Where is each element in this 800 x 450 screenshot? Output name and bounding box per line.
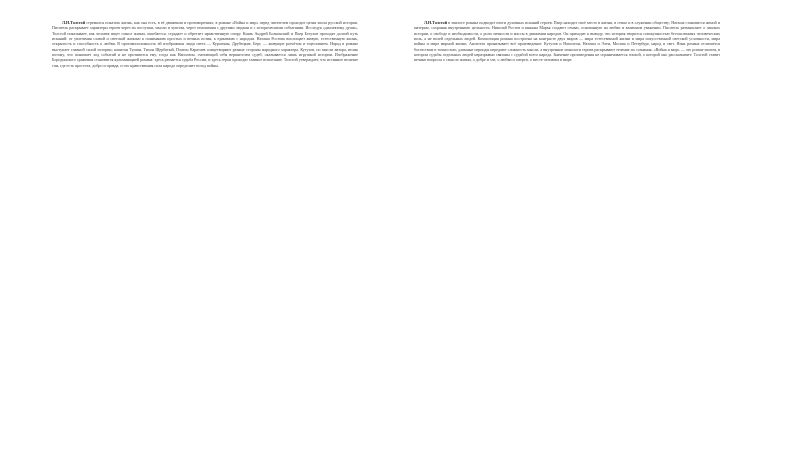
body-text-left: стремился показать жизнь, как она есть, в её движении и противоречиях; в романе «Война и мир» перед читателем проходит целая эпоха русской истории. Писатель раскрывает характеры героев через их поступки, мысли и чувства, через отношения с другими людьми и с историческими событиями. Исследуя «диалектику души», Толстой показывает, как человек ищет смысл жизни, ошибается, страдает и обретает нравственную опору. Князь Андрей Болконский и Пьер Безухов проходят долгий путь исканий: от увлечения славой и светской жизнью к пониманию простых и вечных истин, к единению с народом. Наташа Ростова воплощает живую, естественную жизнь, открытость и способность к любви. В противоположность ей изображены люди света — Курагины, Друбецкие, Берг, — живущие расчётом и тщеславием. Народ в романе выступает главной силой истории; капитан Тушин, Тихон Щербатый, Платон Каратаев олицетворяют разные стороны народного характера. Кутузов, по мысли автора, велик потому, что понимает ход событий и не противится ему, тогда как Наполеон, считающий себя вершителем судеб, оказывается лишь игрушкой истории. Изображение Бородинского сражения становится кульминацией романа: здесь решается судьба России, и здесь герои проходят главное испытание. Толстой утверждает, что истинное величие там, где есть простота, добро и правда, и что нравственная сила народа определяет исход войны. [52,20,358,68]
body-text-right: в эпилоге романа подводит итоги духовных исканий героев. Пьер находит своё место в жизни, в семье и в служении обществу; Наташа становится женой и матерью, сохраняя внутреннюю цельность; Николай Ростов и княжна Марья создают семью, основанную на любви и взаимном уважении. Писатель размышляет о законах истории, о свободе и необходимости, о роли личности и массы в движении народов. Он приходит к выводу, что история творится совокупностью бесчисленных человеческих воль, а не волей отдельных людей. Композиция романа построена на контрасте двух миров — мира естественной жизни и мира искусственной светской условности, мира войны и мира мирной жизни. Антитеза пронизывает всё произведение: Кутузов и Наполеон, Наташа и Элен, Москва и Петербург, народ и свет. Язык романа отличается богатством и точностью; длинные периоды передают сложность мысли, а внутренние монологи героев раскрывают течение их сознания. «Война и мир» — это роман-эпопея, в котором судьбы отдельных людей неразрывно связаны с судьбой всего народа. Значение произведения не ограничивается эпохой, о которой оно рассказывает: Толстой ставит вечные вопросы о смысле жизни, о добре и зле, о любви и смерти, о месте человека в мире. [414,20,720,63]
lead-name-right: Л.Н.Толстой [424,20,449,25]
text-column-left [52,20,358,408]
text-column-right [414,20,720,408]
lead-name-left: Л.Н.Толстой [62,20,87,25]
